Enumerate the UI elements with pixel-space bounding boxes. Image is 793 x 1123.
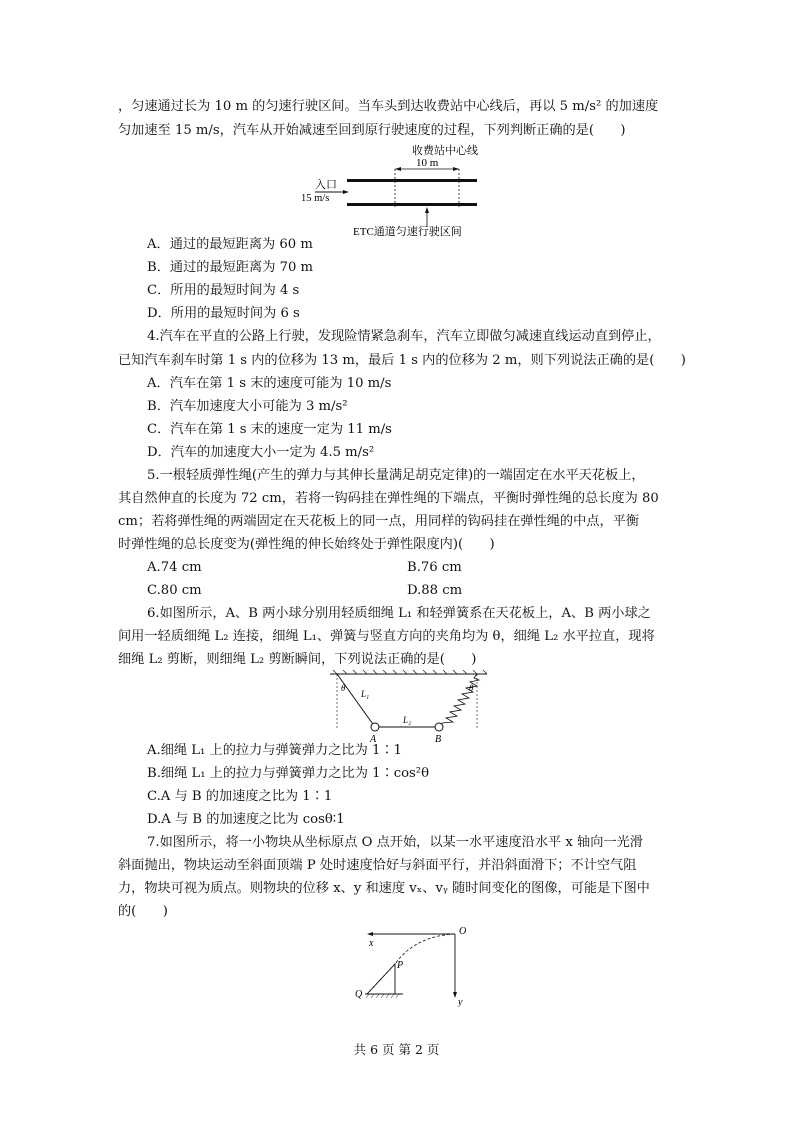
q3-option-a: A．通过的最短距离为 60 m <box>147 237 313 252</box>
q7-text-line3: 力，物块可视为质点。则物块的位移 x、y 和速度 vₓ、vᵧ 随时间变化的图像，可能是下图中 <box>118 881 650 896</box>
q3-text-line1: ，匀速通过长为 10 m 的匀速行驶区间。当车头到达收费站中心线后，再以 5 m/s² 的加速度 <box>118 99 659 114</box>
l1-label: L₁ <box>361 689 370 699</box>
q4-text-line2: 已知汽车刹车时第 1 s 内的位移为 13 m，最后 1 s 内的位移为 2 m，则下列说法正确的是( ) <box>118 353 686 368</box>
center-line-label: 收费站中心线 <box>412 145 478 157</box>
projectile-figure <box>345 922 475 1007</box>
q4-option-a: A．汽车在第 1 s 末的速度可能为 10 m/s <box>147 376 392 391</box>
q4-option-d: D．汽车的加速度大小一定为 4.5 m/s² <box>147 445 375 460</box>
q5-option-c: C.80 cm <box>147 583 202 598</box>
spring-rope-figure <box>325 669 495 749</box>
theta-left-label: θ <box>341 683 346 693</box>
q4-option-b: B．汽车加速度大小可能为 3 m/s² <box>147 399 348 414</box>
q5-text-line1: 5.一根轻质弹性绳(产生的弹力与其伸长量满足胡克定律)的一端固定在水平天花板上， <box>147 468 645 483</box>
entrance-label: 入口 <box>315 179 337 191</box>
distance-label: 10 m <box>416 157 439 169</box>
q5-option-b: B.76 cm <box>407 560 462 575</box>
a-label: A <box>370 734 377 745</box>
speed-label: 15 m/s <box>301 193 330 204</box>
page-footer: 共 6 页 第 2 页 <box>353 1042 440 1057</box>
y-axis-label: y <box>458 997 463 1007</box>
origin-label: O <box>459 926 467 937</box>
q7-text-line1: 7.如图所示，将一小物块从坐标原点 O 点开始，以某一水平速度沿水平 x 轴向一光滑 <box>147 835 643 850</box>
p-label: P <box>397 960 404 971</box>
q5-option-a: A.74 cm <box>147 560 202 575</box>
q6-text-line2: 间用一轻质细绳 L₂ 连接，细绳 L₁、弹簧与竖直方向的夹角均为 θ，细绳 L₂ 水平拉直，现将 <box>118 629 655 644</box>
q6-option-b: B.细绳 L₁ 上的拉力与弹簧弹力之比为 1∶cos²θ <box>147 766 430 781</box>
theta-right-label: θ <box>469 683 474 693</box>
etc-lane-figure <box>295 143 495 238</box>
q7-text-line4: 的( ) <box>118 904 168 919</box>
q4-option-c: C．汽车在第 1 s 末的速度一定为 11 m/s <box>147 422 392 437</box>
b-label: B <box>435 734 442 745</box>
q4-text-line1: 4.汽车在平直的公路上行驶，发现险情紧急刹车，汽车立即做匀减速直线运动直到停止， <box>147 329 661 344</box>
q3-text-line2: 匀加速至 15 m/s，汽车从开始减速至回到原行驶速度的过程，下列判断正确的是( ) <box>118 123 626 138</box>
q3-option-d: D．所用的最短时间为 6 s <box>147 306 300 321</box>
q5-text-line4: 时弹性绳的总长度变为(弹性绳的伸长始终处于弹性限度内)( ) <box>118 537 495 552</box>
x-axis-label: x <box>369 938 374 949</box>
q6-option-d: D.A 与 B 的加速度之比为 cosθ∶1 <box>147 812 345 827</box>
q6-text-line3: 细绳 L₂ 剪断，则细绳 L₂ 剪断瞬间，下列说法正确的是( ) <box>118 652 477 667</box>
q6-option-c: C.A 与 B 的加速度之比为 1∶1 <box>147 789 333 804</box>
q6-option-a: A.细绳 L₁ 上的拉力与弹簧弹力之比为 1∶1 <box>147 743 402 758</box>
l2-label: L₂ <box>403 715 412 725</box>
q5-text-line2: 其自然伸直的长度为 72 cm，若将一钩码挂在弹性绳的下端点，平衡时弹性绳的总长度为 80 <box>118 491 659 506</box>
q7-text-line2: 斜面抛出，物块运动至斜面顶端 P 处时速度恰好与斜面平行，并沿斜面滑下；不计空气阻 <box>118 858 637 873</box>
q6-text-line1: 6.如图所示，A、B 两小球分别用轻质细绳 L₁ 和轻弹簧系在天花板上，A、B 两小球之 <box>147 606 651 621</box>
q5-option-d: D.88 cm <box>407 583 463 598</box>
q3-option-c: C．所用的最短时间为 4 s <box>147 283 300 298</box>
q5-text-line3: cm；若将弹性绳的两端固定在天花板上的同一点，用同样的钩码挂在弹性绳的中点，平衡 <box>118 514 640 529</box>
q-label: Q <box>355 989 363 1000</box>
q3-option-b: B．通过的最短距离为 70 m <box>147 260 314 275</box>
zone-label: ETC通道匀速行驶区间 <box>353 226 462 238</box>
